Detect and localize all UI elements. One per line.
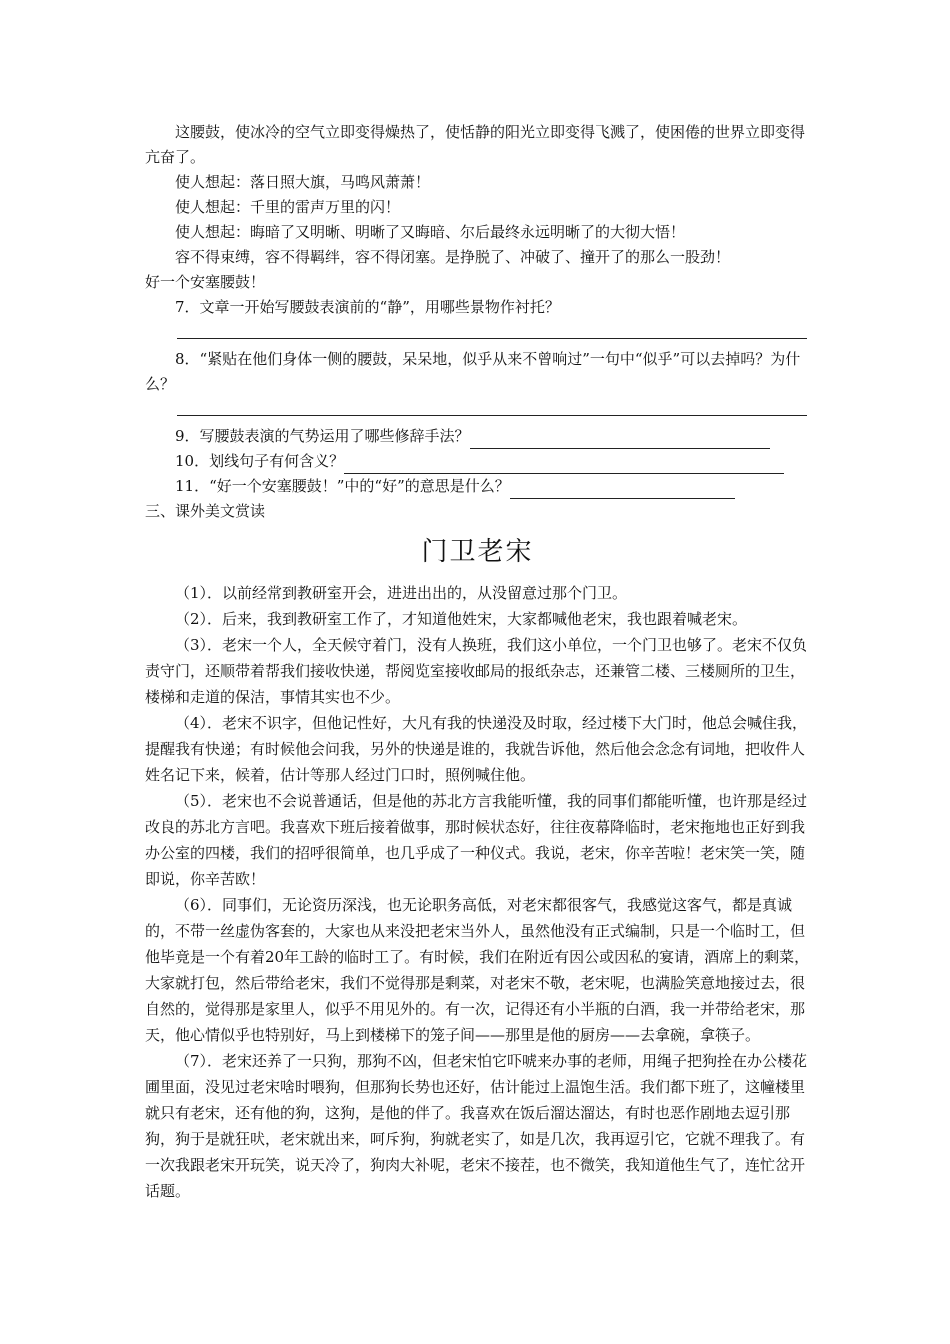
article-paragraph-1: （1）．以前经常到教研室开会，进进出出的，从没留意过那个门卫。 [175, 584, 628, 602]
question-11: 11．“好一个安塞腰鼓！”中的“好”的意思是什么？ [175, 477, 510, 495]
article-paragraph-4: （4）．老宋不识字，但他记性好，大凡有我的快递没及时取，经过楼下大门时，他总会喊住我，提醒我有快递；有时候他会问我，另外的快递是谁的，我就告诉他，然后他会念念有词地，把收件人姓名记下来，候着，估计等那人经过门口时，照例喊住他。 [145, 714, 808, 784]
question-9: 9．写腰鼓表演的气势运用了哪些修辞手法？ [175, 427, 470, 445]
question-7: 7．文章一开始写腰鼓表演前的“静”，用哪些景物作衬托？ [175, 298, 560, 316]
answer-line-8[interactable] [177, 401, 807, 416]
question-8: 8．“紧贴在他们身体一侧的腰鼓，呆呆地，似乎从来不曾响过”一句中“似乎”可以去掉吗？为什么？ [145, 350, 801, 393]
article-paragraph-3: （3）．老宋一个人，全天候守着门，没有人换班，我们这小单位，一个门卫也够了。老宋不仅负责守门，还顺带着帮我们接收快递，帮阅览室接收邮局的报纸杂志，还兼管二楼、三楼厕所的卫生，楼梯和走道的保洁，事情其实也不少。 [145, 636, 808, 706]
question-10-row [145, 449, 810, 474]
question-9-row [145, 424, 810, 449]
answer-line-11[interactable] [510, 480, 735, 499]
paragraph-reminds-3: 使人想起：晦暗了又明晰、明晰了又晦暗、尔后最终永远明晰了的大彻大悟！ [175, 223, 686, 241]
question-10: 10．划线句子有何含义？ [175, 452, 345, 470]
paragraph-exclaim: 好一个安塞腰鼓！ [145, 273, 266, 291]
article-paragraph-2: （2）．后来，我到教研室工作了，才知道他姓宋，大家都喊他老宋，我也跟着喊老宋。 [175, 610, 748, 628]
paragraph-reminds-1: 使人想起：落日照大旗，马鸣风萧萧！ [175, 173, 431, 191]
paragraph-drum-effect: 这腰鼓，使冰冷的空气立即变得燥热了，使恬静的阳光立即变得飞溅了，使困倦的世界立即变得亢奋了。 [145, 123, 806, 166]
article-body [145, 580, 810, 1204]
answer-line-7[interactable] [177, 324, 807, 339]
answer-line-9[interactable] [470, 430, 770, 449]
document-page [145, 120, 810, 1204]
paragraph-unbound: 容不得束缚，容不得羁绊，容不得闭塞。是挣脱了、冲破了、撞开了的那么一股劲！ [175, 248, 731, 266]
article-paragraph-7: （7）．老宋还养了一只狗，那狗不凶，但老宋怕它吓唬来办事的老师，用绳子把狗拴在办公楼花圃里面，没见过老宋啥时喂狗，但那狗长势也还好，估计能过上温饱生活。我们都下班了，这幢楼里就只有老宋，还有他的狗，这狗，是他的伴了。我喜欢在饭后溜达溜达，有时也恶作剧地去逗引那狗，狗于是就狂吠，老宋就出来，呵斥狗，狗就老实了，如是几次，我再逗引它，它就不理我了。有一次我跟老宋开玩笑，说天冷了，狗肉大补呢，老宋不接茬，也不微笑，我知道他生气了，连忙岔开话题。 [145, 1052, 808, 1200]
section-heading: 三、课外美文赏读 [145, 502, 266, 520]
article-title: 门卫老宋 [421, 537, 534, 567]
answer-line-10[interactable] [344, 455, 784, 474]
article-paragraph-6: （6）．同事们，无论资历深浅，也无论职务高低，对老宋都很客气，我感觉这客气，都是真诚的，不带一丝虚伪客套的，大家也从来没把老宋当外人，虽然他没有正式编制，只是一个临时工，但他毕竟是一个有着20年工龄的临时工了。有时候，我们在附近有因公或因私的宴请，酒席上的剩菜，大家就打包，然后带给老宋，我们不觉得那是剩菜，对老宋不敬，老宋呢，也满脸笑意地接过去，很自然的，觉得那是家里人，似乎不用见外的。有一次，记得还有小半瓶的白酒，我一并带给老宋，那天，他心情似乎也特别好，马上到楼梯下的笼子间——那里是他的厨房——去拿碗，拿筷子。 [145, 896, 810, 1044]
question-11-row [145, 474, 810, 499]
article-paragraph-5: （5）．老宋也不会说普通话，但是他的苏北方言我能听懂，我的同事们都能听懂，也许那是经过改良的苏北方言吧。我喜欢下班后接着做事，那时候状态好，往往夜幕降临时，老宋拖地也正好到我办公室的四楼，我们的招呼很简单，也几乎成了一种仪式。我说，老宋，你辛苦啦！老宋笑一笑，随即说，你辛苦欧！ [145, 792, 808, 888]
paragraph-reminds-2: 使人想起：千里的雷声万里的闪！ [175, 198, 401, 216]
